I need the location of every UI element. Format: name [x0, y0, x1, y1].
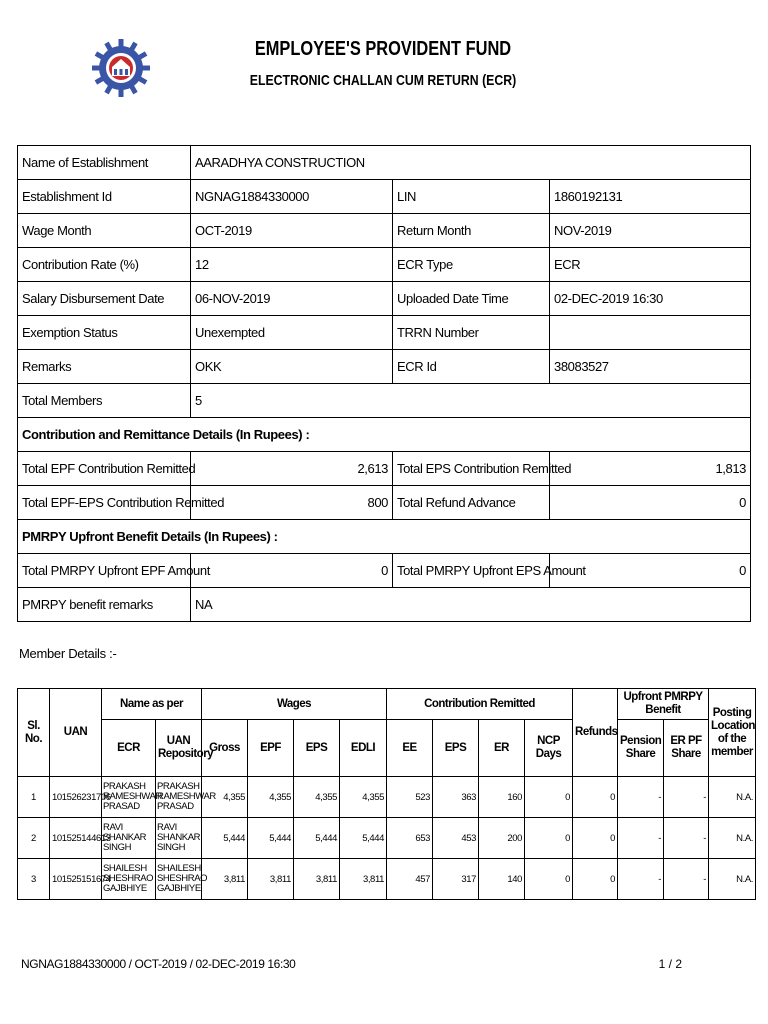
gross-header: Gross	[202, 720, 248, 777]
exemption-status-label: Exemption Status	[18, 316, 191, 350]
uan-cell: 101525151674	[50, 859, 102, 900]
table-row	[18, 146, 751, 180]
pmrpy-remarks-value: NA	[191, 588, 751, 622]
table-row	[18, 486, 751, 520]
table-row	[18, 180, 751, 214]
sl-no-cell: 1	[18, 777, 50, 818]
table-row	[18, 384, 751, 418]
pmrpy-section-title: PMRPY Upfront Benefit Details (In Rupees) :	[18, 520, 751, 554]
epfo-emblem-logo	[90, 37, 152, 99]
trrn-number-label: TRRN Number	[393, 316, 550, 350]
table-row	[18, 554, 751, 588]
contribution-section-title: Contribution and Remittance Details (In Rupees) :	[18, 418, 751, 452]
er-cell: 200	[479, 818, 525, 859]
er-pf-share-cell: -	[664, 859, 709, 900]
ecr-name-cell: SHAILESH SHESHRAO GAJBHIYE	[102, 859, 156, 900]
ecr-name-header: ECR	[102, 720, 156, 777]
posting-location-cell: N.A.	[709, 859, 756, 900]
member-details-label: Member Details :-	[19, 646, 117, 661]
total-epf-label: Total EPF Contribution Remitted	[18, 452, 191, 486]
eps-wages-cell: 4,355	[294, 777, 340, 818]
er-cell: 140	[479, 859, 525, 900]
refunds-header: Refunds	[573, 689, 618, 777]
name-of-establishment-label: Name of Establishment	[18, 146, 191, 180]
sl-no-header: Sl. No.	[18, 689, 50, 777]
refunds-cell: 0	[573, 777, 618, 818]
ncp-days-cell: 0	[525, 777, 573, 818]
total-eps-value: 1,813	[550, 452, 751, 486]
posting-location-header: Posting Location of the member	[709, 689, 756, 777]
gross-cell: 4,355	[202, 777, 248, 818]
document-title: EMPLOYEE'S PROVIDENT FUND	[254, 38, 512, 60]
table-row	[18, 350, 751, 384]
table-row	[18, 588, 751, 622]
eps-wages-cell: 3,811	[294, 859, 340, 900]
uan-name-cell: RAVI SHANKAR SINGH	[156, 818, 202, 859]
eps-contribution-cell: 453	[433, 818, 479, 859]
ncp-days-cell: 0	[525, 859, 573, 900]
ncp-days-header: NCP Days	[525, 720, 573, 777]
return-month-label: Return Month	[393, 214, 550, 248]
pmrpy-epf-label: Total PMRPY Upfront EPF Amount	[18, 554, 191, 588]
table-row	[18, 520, 751, 554]
er-cell: 160	[479, 777, 525, 818]
ecr-type-value: ECR	[550, 248, 751, 282]
pmrpy-eps-label: Total PMRPY Upfront EPS Amount	[393, 554, 550, 588]
exemption-status-value: Unexempted	[191, 316, 393, 350]
uan-repository-header: UAN Repository	[156, 720, 202, 777]
eps-wages-header: EPS	[294, 720, 340, 777]
eps-wages-cell: 5,444	[294, 818, 340, 859]
lin-label: LIN	[393, 180, 550, 214]
refunds-cell: 0	[573, 859, 618, 900]
uan-cell: 101526231706	[50, 777, 102, 818]
upfront-pmrpy-header: Upfront PMRPY Benefit	[618, 689, 709, 720]
footer-reference: NGNAG1884330000 / OCT-2019 / 02-DEC-2019 16:30	[21, 957, 296, 971]
pmrpy-remarks-label: PMRPY benefit remarks	[18, 588, 191, 622]
uan-name-cell: PRAKASH RAMESHWAR PRASAD	[156, 777, 202, 818]
total-epf-eps-label: Total EPF-EPS Contribution Remitted	[18, 486, 191, 520]
pmrpy-epf-value: 0	[191, 554, 393, 588]
gross-cell: 3,811	[202, 859, 248, 900]
ee-cell: 457	[387, 859, 433, 900]
sl-no-cell: 2	[18, 818, 50, 859]
ecr-type-label: ECR Type	[393, 248, 550, 282]
eps-contribution-cell: 363	[433, 777, 479, 818]
pension-share-cell: -	[618, 777, 664, 818]
contribution-rate-value: 12	[191, 248, 393, 282]
refunds-cell: 0	[573, 818, 618, 859]
total-refund-label: Total Refund Advance	[393, 486, 550, 520]
table-header-row	[18, 689, 756, 720]
total-epf-eps-value: 800	[191, 486, 393, 520]
ee-cell: 653	[387, 818, 433, 859]
epf-wages-cell: 3,811	[248, 859, 294, 900]
salary-date-value: 06-NOV-2019	[191, 282, 393, 316]
table-row	[18, 818, 756, 859]
ecr-name-cell: RAVI SHANKAR SINGH	[102, 818, 156, 859]
ee-cell: 523	[387, 777, 433, 818]
gross-cell: 5,444	[202, 818, 248, 859]
table-row	[18, 452, 751, 486]
uploaded-date-label: Uploaded Date Time	[393, 282, 550, 316]
contribution-remitted-header: Contribution Remitted	[387, 689, 573, 720]
uan-cell: 101525144613	[50, 818, 102, 859]
table-row	[18, 214, 751, 248]
edli-cell: 4,355	[340, 777, 387, 818]
eps-contribution-header: EPS	[433, 720, 479, 777]
trrn-number-value	[550, 316, 751, 350]
table-row	[18, 316, 751, 350]
total-eps-label: Total EPS Contribution Remitted	[393, 452, 550, 486]
edli-cell: 3,811	[340, 859, 387, 900]
table-row	[18, 418, 751, 452]
pension-share-cell: -	[618, 859, 664, 900]
uploaded-date-value: 02-DEC-2019 16:30	[550, 282, 751, 316]
er-pf-share-cell: -	[664, 818, 709, 859]
table-row	[18, 248, 751, 282]
return-month-value: NOV-2019	[550, 214, 751, 248]
uan-header: UAN	[50, 689, 102, 777]
total-epf-value: 2,613	[191, 452, 393, 486]
er-header: ER	[479, 720, 525, 777]
ee-header: EE	[387, 720, 433, 777]
lin-value: 1860192131	[550, 180, 751, 214]
pension-share-cell: -	[618, 818, 664, 859]
epf-wages-header: EPF	[248, 720, 294, 777]
wage-month-label: Wage Month	[18, 214, 191, 248]
pmrpy-eps-value: 0	[550, 554, 751, 588]
total-refund-value: 0	[550, 486, 751, 520]
name-as-per-header: Name as per	[102, 689, 202, 720]
ecr-id-value: 38083527	[550, 350, 751, 384]
er-pf-share-cell: -	[664, 777, 709, 818]
salary-date-label: Salary Disbursement Date	[18, 282, 191, 316]
epf-wages-cell: 5,444	[248, 818, 294, 859]
er-pf-share-header: ER PF Share	[664, 720, 709, 777]
table-row	[18, 859, 756, 900]
sl-no-cell: 3	[18, 859, 50, 900]
member-details-table	[17, 688, 756, 900]
table-header-row	[18, 720, 756, 777]
wages-header: Wages	[202, 689, 387, 720]
edli-header: EDLI	[340, 720, 387, 777]
total-members-value: 5	[191, 384, 751, 418]
eps-contribution-cell: 317	[433, 859, 479, 900]
contribution-rate-label: Contribution Rate (%)	[18, 248, 191, 282]
establishment-id-value: NGNAG1884330000	[191, 180, 393, 214]
table-row	[18, 282, 751, 316]
establishment-id-label: Establishment Id	[18, 180, 191, 214]
ncp-days-cell: 0	[525, 818, 573, 859]
epf-wages-cell: 4,355	[248, 777, 294, 818]
remarks-value: OKK	[191, 350, 393, 384]
remarks-label: Remarks	[18, 350, 191, 384]
uan-name-cell: SHAILESH SHESHRAO GAJBHIYE	[156, 859, 202, 900]
posting-location-cell: N.A.	[709, 777, 756, 818]
edli-cell: 5,444	[340, 818, 387, 859]
posting-location-cell: N.A.	[709, 818, 756, 859]
table-row	[18, 777, 756, 818]
page-number: 1 / 2	[658, 957, 682, 971]
name-of-establishment-value: AARADHYA CONSTRUCTION	[191, 146, 751, 180]
pension-share-header: Pension Share	[618, 720, 664, 777]
total-members-label: Total Members	[18, 384, 191, 418]
ecr-id-label: ECR Id	[393, 350, 550, 384]
ecr-name-cell: PRAKASH RAMESHWAR PRASAD	[102, 777, 156, 818]
wage-month-value: OCT-2019	[191, 214, 393, 248]
document-subtitle: ELECTRONIC CHALLAN CUM RETURN (ECR)	[249, 72, 517, 89]
establishment-details-table	[17, 145, 751, 622]
